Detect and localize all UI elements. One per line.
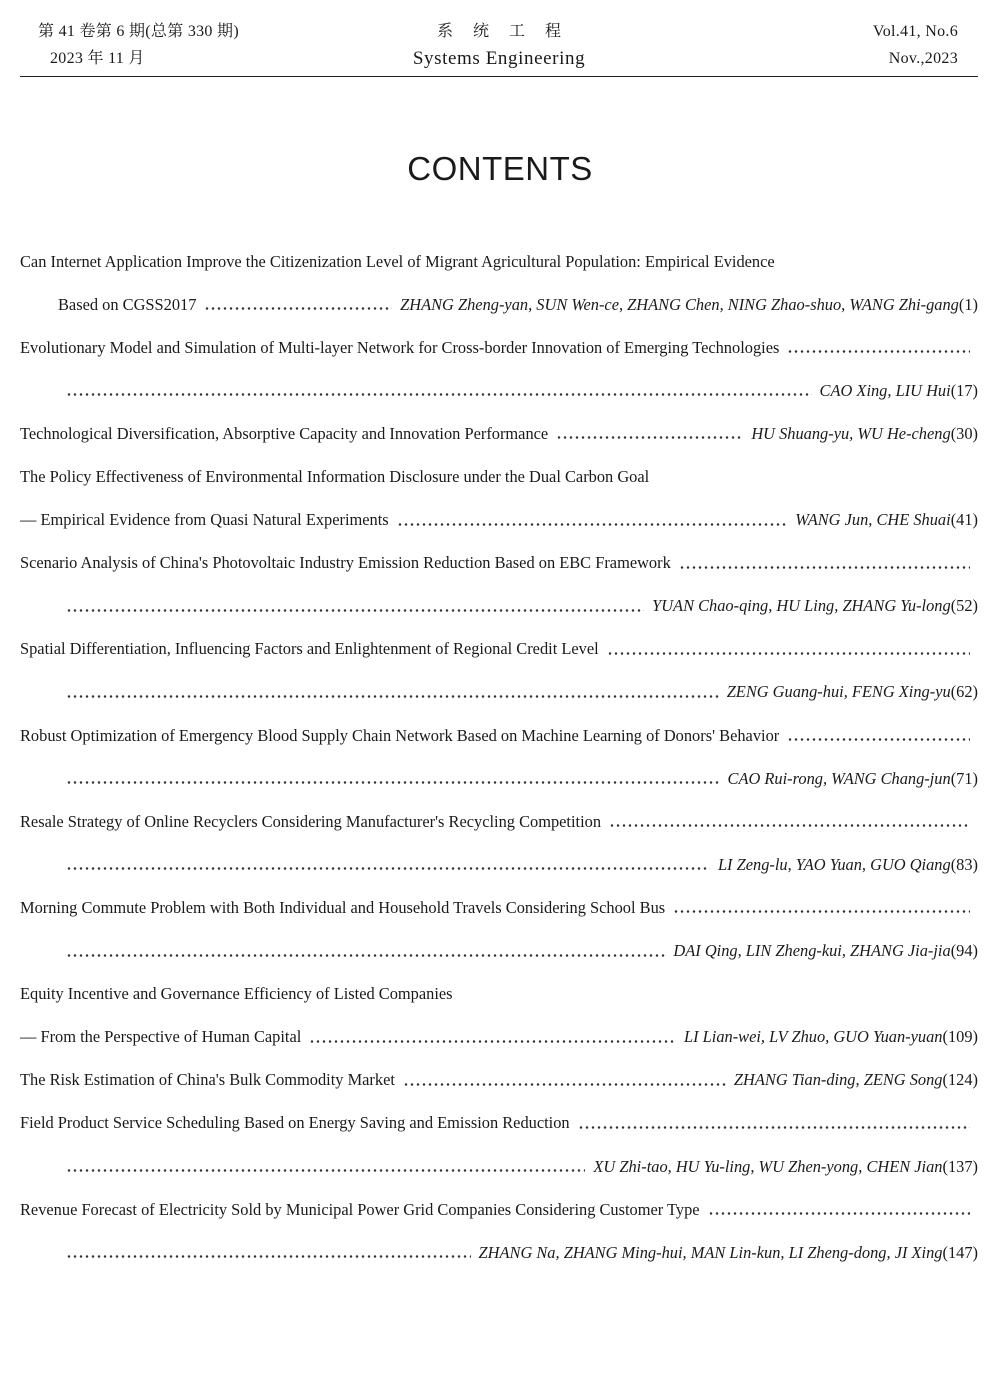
toc-row	[20, 757, 978, 800]
dot-leader	[578, 1126, 970, 1129]
toc-row	[20, 843, 978, 886]
dot-leader	[556, 436, 743, 439]
toc-page-number: (137)	[942, 1156, 978, 1176]
toc-row	[20, 542, 978, 585]
table-of-contents	[20, 240, 978, 1274]
toc-authors: WANG Jun, CHE Shuai	[795, 510, 951, 530]
toc-row	[20, 326, 978, 369]
toc-article-title: The Risk Estimation of China's Bulk Commodity Market	[20, 1070, 395, 1090]
toc-page-number: (71)	[950, 768, 978, 788]
dot-leader	[66, 393, 812, 396]
toc-page-number: (109)	[942, 1027, 978, 1047]
journal-name-en: Systems Engineering	[412, 48, 586, 69]
toc-article-title: Technological Diversification, Absorptive Capacity and Innovation Performance	[20, 423, 549, 443]
toc-page-number: (52)	[950, 596, 978, 616]
toc-authors: ZENG Guang-hui, FENG Xing-yu	[726, 682, 951, 702]
toc-page-number: (94)	[950, 941, 978, 961]
volume-number: Vol.41, No.6	[872, 23, 958, 40]
toc-article-title: Field Product Service Scheduling Based on Energy Saving and Emission Reduction	[20, 1113, 570, 1133]
toc-row	[20, 585, 978, 628]
dot-leader	[66, 695, 719, 698]
toc-article-title: — Empirical Evidence from Quasi Natural Experiments	[20, 510, 389, 530]
dot-leader	[66, 1255, 471, 1258]
toc-authors: ZHANG Na, ZHANG Ming-hui, MAN Lin-kun, LI Zheng-dong, JI Xing	[478, 1242, 943, 1262]
toc-authors: HU Shuang-yu, WU He-cheng	[751, 423, 951, 443]
dot-leader	[787, 738, 970, 741]
toc-page-number: (124)	[942, 1070, 978, 1090]
toc-article-title: Revenue Forecast of Electricity Sold by Municipal Power Grid Companies Considering Customer Type	[20, 1199, 700, 1219]
toc-article-title: Spatial Differentiation, Influencing Factors and Enlightenment of Regional Credit Level	[20, 639, 599, 659]
journal-name-cn: 系统工程	[436, 23, 581, 40]
toc-page-number: (83)	[950, 854, 978, 874]
toc-page-number: (30)	[950, 423, 978, 443]
toc-row	[20, 499, 978, 542]
toc-row	[20, 1231, 978, 1274]
dot-leader	[309, 1040, 676, 1043]
toc-row	[20, 240, 978, 283]
toc-authors: YUAN Chao-qing, HU Ling, ZHANG Yu-long	[652, 596, 951, 616]
toc-article-title: Robust Optimization of Emergency Blood Supply Chain Network Based on Machine Learning of Donors' Behavior	[20, 725, 780, 745]
journal-name	[20, 18, 978, 72]
toc-article-title: Scenario Analysis of China's Photovoltaic Industry Emission Reduction Based on EBC Framework	[20, 553, 671, 573]
toc-row	[20, 369, 978, 412]
dot-leader	[708, 1212, 970, 1215]
toc-article-title: Evolutionary Model and Simulation of Multi-layer Network for Cross-border Innovation of Emerging Technologies	[20, 337, 780, 357]
toc-page-number: (17)	[950, 380, 978, 400]
toc-page-number: (1)	[958, 294, 978, 314]
toc-authors: CAO Rui-rong, WANG Chang-jun	[727, 768, 951, 788]
page-title: CONTENTS	[407, 150, 593, 187]
toc-row	[20, 714, 978, 757]
toc-row	[20, 412, 978, 455]
dot-leader	[403, 1083, 726, 1086]
toc-row	[20, 628, 978, 671]
toc-row	[20, 1016, 978, 1059]
journal-header	[20, 14, 978, 77]
toc-article-title: — From the Perspective of Human Capital	[20, 1027, 302, 1047]
toc-row	[20, 1059, 978, 1102]
dot-leader	[679, 566, 970, 569]
dot-leader	[673, 910, 970, 913]
dot-leader	[607, 652, 970, 655]
issue-date-cn: 2023 年 11 月	[50, 50, 145, 67]
toc-row	[20, 1102, 978, 1145]
toc-article-title: Based on CGSS2017	[58, 294, 197, 314]
toc-row	[20, 671, 978, 714]
toc-authors: DAI Qing, LIN Zheng-kui, ZHANG Jia-jia	[673, 941, 951, 961]
toc-page-number: (62)	[950, 682, 978, 702]
dot-leader	[397, 523, 788, 526]
toc-authors: LI Lian-wei, LV Zhuo, GUO Yuan-yuan	[683, 1027, 943, 1047]
dot-leader	[787, 350, 970, 353]
toc-article-title: Resale Strategy of Online Recyclers Considering Manufacturer's Recycling Competition	[20, 811, 602, 831]
dot-leader	[66, 1169, 585, 1172]
toc-row	[20, 973, 978, 1016]
toc-article-title: The Policy Effectiveness of Environmental Information Disclosure under the Dual Carbon Goal	[20, 467, 650, 487]
dot-leader	[66, 954, 665, 957]
toc-page-number: (147)	[942, 1242, 978, 1262]
toc-authors: XU Zhi-tao, HU Yu-ling, WU Zhen-yong, CHEN Jian	[593, 1156, 943, 1176]
issue-volume: 第 41 卷第 6 期(总第 330 期)	[38, 23, 239, 40]
volume-info	[873, 18, 958, 72]
toc-authors: ZHANG Zheng-yan, SUN Wen-ce, ZHANG Chen, NING Zhao-shuo, WANG Zhi-gang	[400, 294, 959, 314]
dot-leader	[66, 609, 644, 612]
toc-row	[20, 800, 978, 843]
toc-authors: ZHANG Tian-ding, ZENG Song	[733, 1070, 943, 1090]
toc-row	[20, 283, 978, 326]
toc-article-title: Morning Commute Problem with Both Individual and Household Travels Considering School Bus	[20, 897, 666, 917]
toc-row	[20, 886, 978, 929]
toc-article-title: Can Internet Application Improve the Citizenization Level of Migrant Agricultural Population: Empirical Evidence	[20, 251, 775, 271]
toc-row	[20, 455, 978, 498]
toc-authors: LI Zeng-lu, YAO Yuan, GUO Qiang	[717, 854, 951, 874]
dot-leader	[204, 307, 392, 310]
toc-row	[20, 1188, 978, 1231]
volume-date: Nov.,2023	[888, 50, 958, 67]
toc-article-title: Equity Incentive and Governance Efficiency of Listed Companies	[20, 984, 453, 1004]
dot-leader	[66, 781, 720, 784]
toc-row	[20, 1145, 978, 1188]
toc-authors: CAO Xing, LIU Hui	[819, 380, 951, 400]
toc-row	[20, 930, 978, 973]
toc-page-number: (41)	[950, 510, 978, 530]
dot-leader	[66, 867, 710, 870]
dot-leader	[609, 824, 970, 827]
